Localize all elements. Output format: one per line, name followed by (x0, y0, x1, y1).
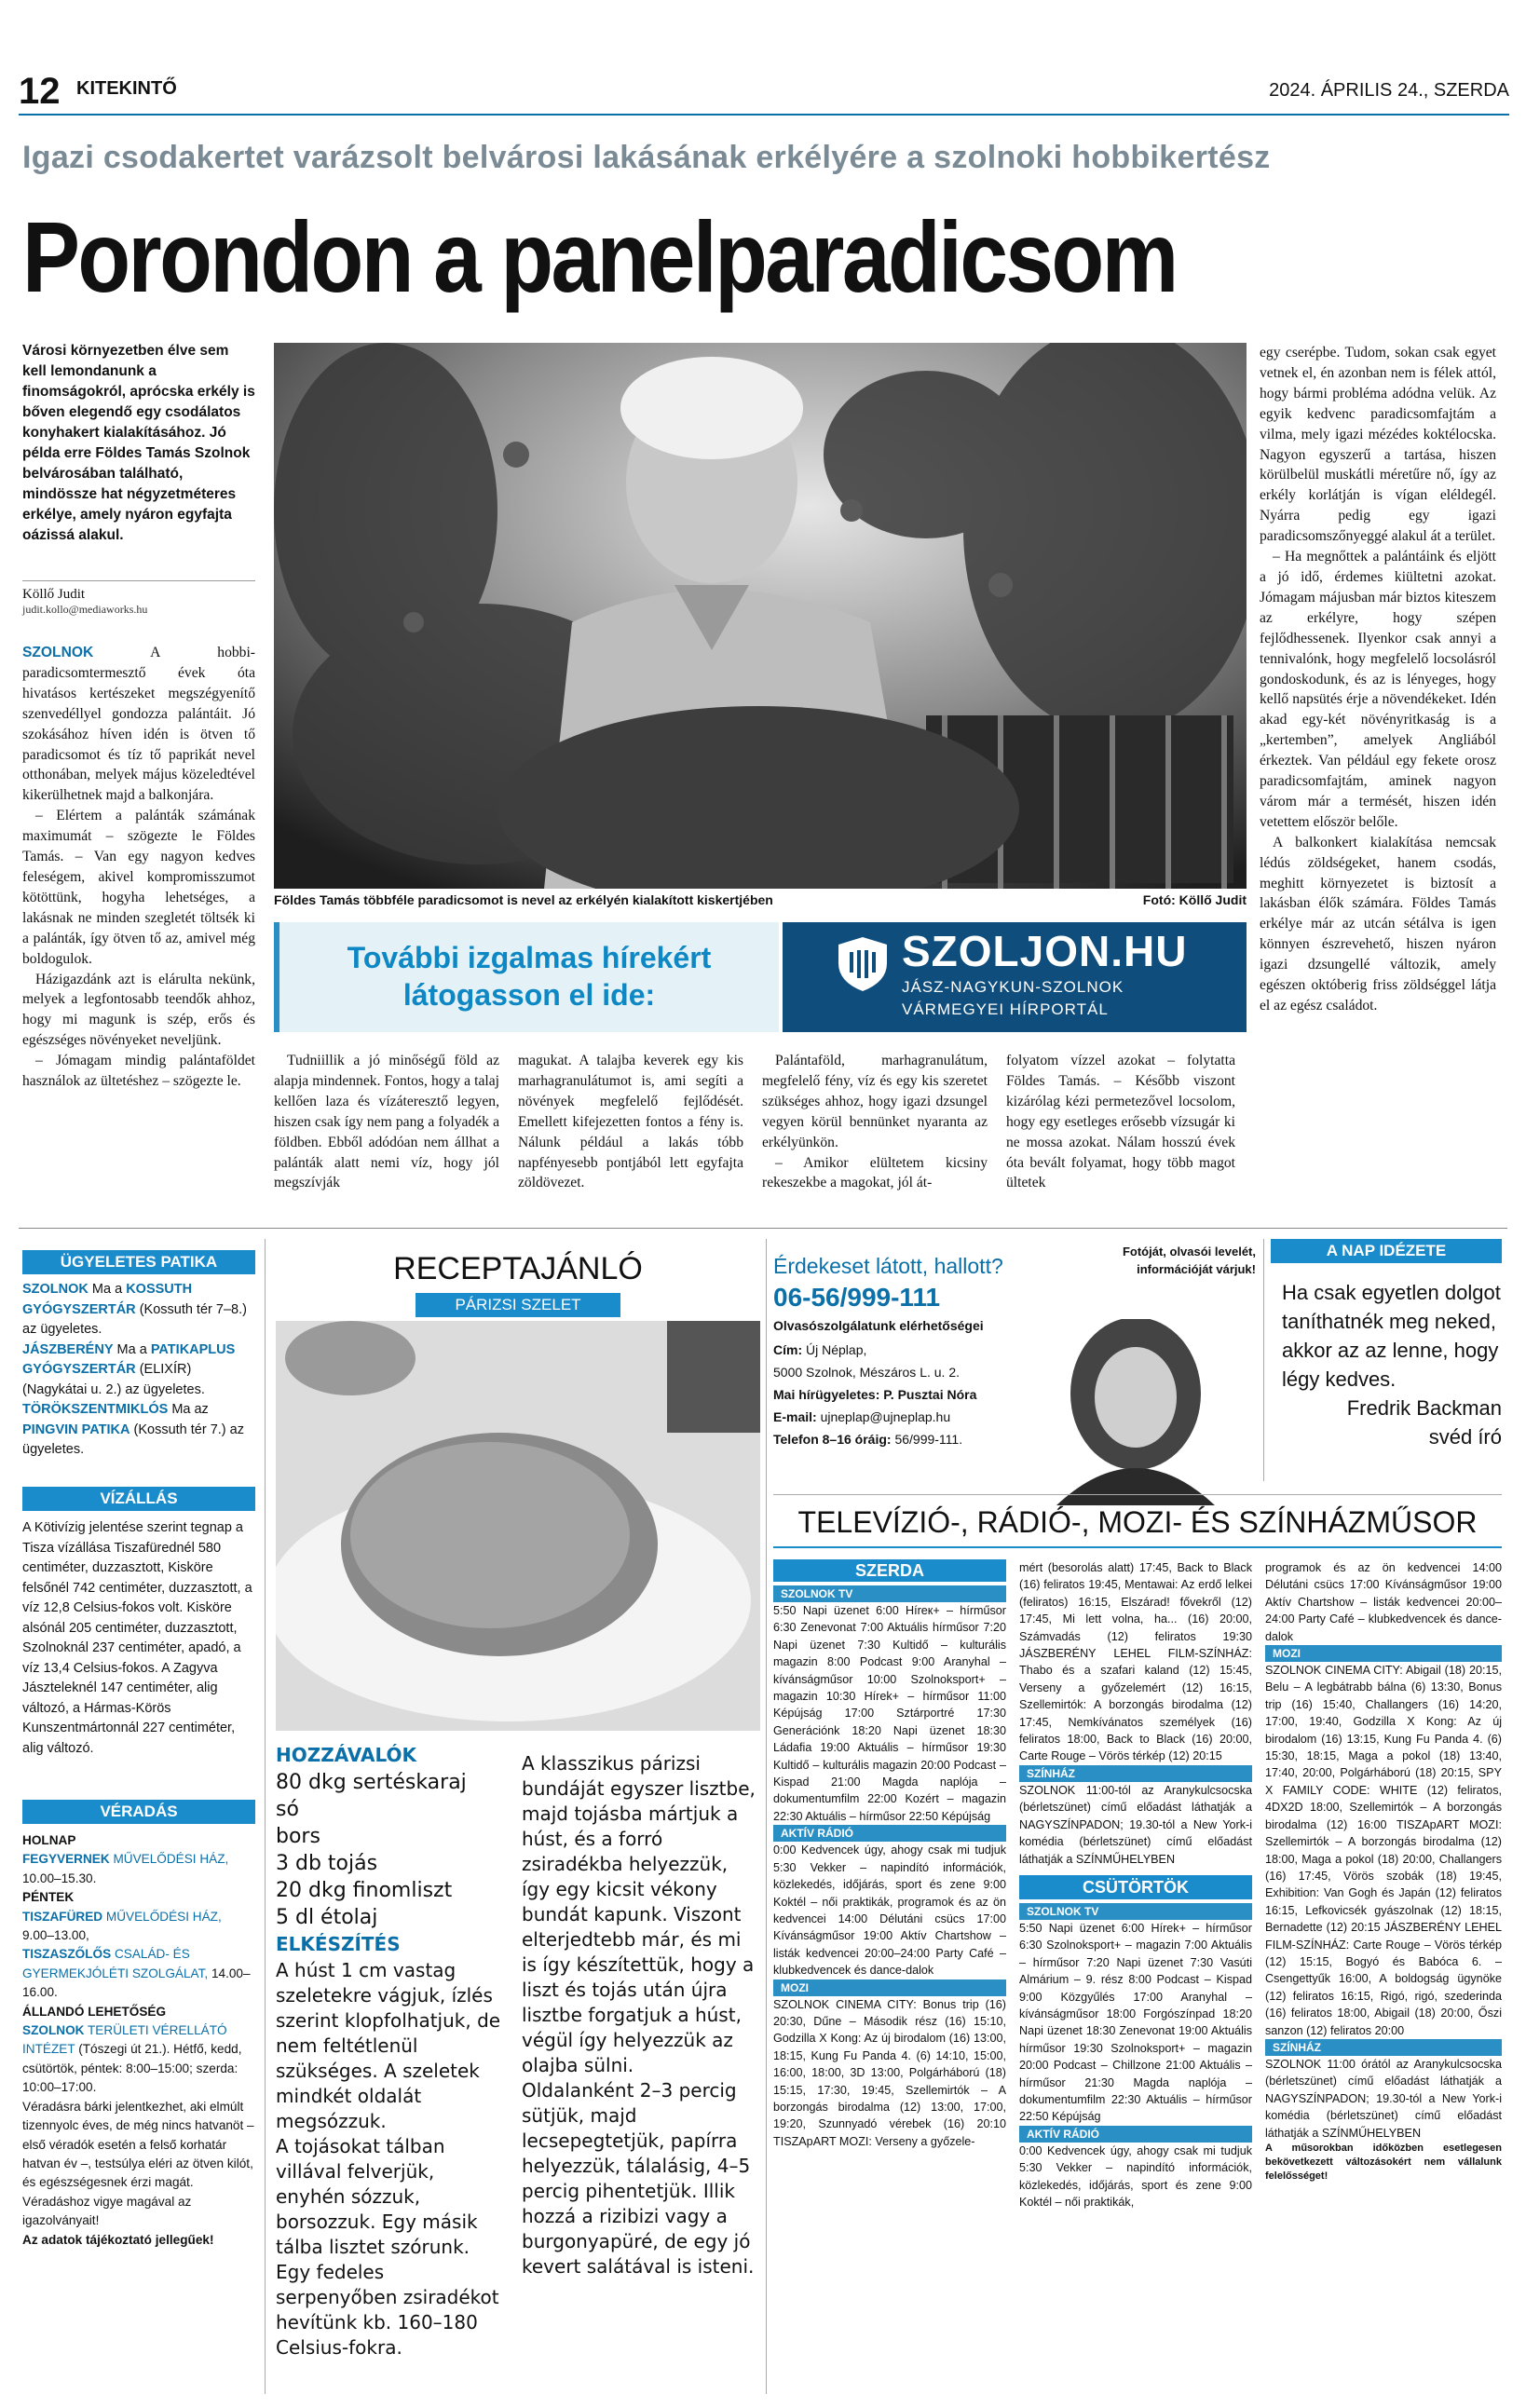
blood-day: HOLNAP (22, 1833, 76, 1847)
article-photo (274, 343, 1247, 889)
ingredient: bors (276, 1825, 320, 1848)
tv-column-3 (1265, 1559, 1502, 2184)
method-step: Egy fedeles serpenyőben zsiradékot hevítünk kb. 160–180 Celsius-fokra. (276, 2261, 499, 2359)
method-step: A tojásokat tálban villával felverjük, enyhén sózzuk, borsozzuk. Egy másik tálba lisztet szórunk. (276, 2135, 478, 2258)
recipe-title: RECEPTAJÁNLÓ (393, 1251, 643, 1286)
tv-sub-header: SZOLNOK TV (773, 1585, 1006, 1602)
szoljon-logo[interactable] (783, 922, 1247, 1032)
tv-listing: mért (besorolás alatt) 17:45, Back to Black (16) feliratos 19:45, Mentawai: Az erdő lelkei (feliratos) 16:15, Elszárad! fővekről (12) 17:45, Mi lett volna, ha... (16) 20:00, Számvadás (12) feliratos 19:30 JÁSZBERÉNY LEHEL FILM-SZÍNHÁZ: Thabo és a szafari kaland (12) 15:45, Verseny a győzelemért (12) 16:15, Szellemirtók: A borzongás birodalma (12) 17:45, Nemkívánatos személyek (16) feliratos 18:00, Back to Black (16) 20:00, Carte Rouge – Vörös térkép (12) 20:15 (1019, 1561, 1252, 1763)
ingredient: 5 dl étolaj (276, 1906, 378, 1929)
blood-item: TISZASZŐLŐS CSALÁD- ÉS GYERMEKJÓLÉTI SZOLGÁLAT, 14.00–16.00. (22, 1947, 251, 2000)
tv-sub-header: SZÍNHÁZ (1265, 2039, 1502, 2056)
recipe-box (276, 1248, 760, 1317)
blood-title: VÉRADÁS (22, 1800, 255, 1824)
paragraph: – Ha megnőttek a palántáink és eljött a jó idő, érdemes kiültetni azokat. Jómagam májusban már biztos kiteszem az erkélyre, hogy szépen fejlődhessenek. Ilyenkor csak annyi a tennivalónk, hogy megfelelő locsolásról gondoskodunk, és az is lényeges, hogy kellő napsütés érje a növendékeket. Idén akad egy-két növényritkaság is a „kertemben”, amelyek Angliából érkeztek. Van például egy fekete orosz paradicsomfajtám, aminek nagyon várom már a termését, hiszen idén vetettem először belőle. (1260, 549, 1496, 830)
pharmacy-title: ÜGYELETES PATIKA (22, 1250, 255, 1274)
tv-sub-header: AKTÍV RÁDIÓ (773, 1825, 1006, 1842)
paragraph: – Elértem a palánták számának maximumát – szögezte le Földes Tamás. – Van egy nagyon kedves feleségem, akivel kompromisszumot kötöttünk, hogyha lehetséges, a lakásnak ne minden szegletét töltsék ki a palánták, így ötven tő az, amivel még boldogulok. (22, 808, 255, 967)
contact-box (773, 1245, 1258, 1487)
contact-email[interactable]: E-mail: ujneplap@ujneplap.hu (773, 1409, 951, 1424)
food-illustration (276, 1321, 760, 1731)
article-column-5 (1006, 1051, 1235, 1193)
blood-footer: Az adatok tájékoztató jellegűek! (22, 2232, 214, 2247)
tv-footnote: A műsorokban időközben esetlegesen bekövetkezett változásokért nem vállalunk felelősséget! (1265, 2143, 1502, 2182)
contact-address-2: 5000 Szolnok, Mészáros L. u. 2. (773, 1365, 960, 1380)
paragraph: A hobbi-paradicsomtermesztő évek óta hivatásos kertészeket megszégyenítő szenvedéllyel gondozza palántáit. Jó szokásához híven idén is ötven tő paradicsomot és tíz tő paprikát nevel otthonában, melyek május közeledtével kikerülhetnek majd a balkonjára. (22, 645, 255, 804)
tv-sub-header: MOZI (773, 1979, 1006, 1996)
tv-listing: 5:50 Napi üzenet 6:00 Híreк+ – hírműsor 6:30 Zenevonat 7:00 Aktuális hírműsor 7:20 Napi üzenet 7:30 Kultidő – kulturális magazin 8:00 Podcast 9:00 Aranyhal – kívánságműsor 10:00 Szolnoksport+ – magazin 10:30 Hírek+ – hírműsor 11:00 Képújság 17:00 Sztárportré 17:30 Generációnk 18:20 Napi üzenet 18:30 Ládafia 19:00 Aktuális – hírműsor 19:30 Kultidő – kulturális magazin 20:00 Podcast – Kispad 21:00 Magda naplója – dokumentumfilm 22:00 Kozért – magazin 22:30 Aktuális – hírműsor 22:50 Képújság (773, 1604, 1006, 1823)
quote-text: Ha csak egyetlen dolgot taníthatnék meg neked, akkor az az lenne, hogy légy kedves. (1282, 1281, 1501, 1391)
paragraph: egy cserépbe. Tudom, sokan csak egyet vetnek el, én azonban nem is félek attól, hogy bármi probléma adódna velük. Az egyik kedvenc paradicsomfajtám a vilma, mely igazi mézédes koktélocska. Nagyon egyszerű a tartása, hiszen körülbelül muskátli méretűre nő, így az erkély korlátján is vígan eléldegél. Nyárra pedig egy igazi paradicsomszőnyeggé alakul át a terület. (1260, 345, 1496, 545)
paragraph: Tudniillik a jó minőségű föld az alapja mindennek. Fontos, hogy a talaj kellően laza és vízáteresztő legyen, hiszen csak így nem pang a folyadék a földben. Ebből adódóan nem állhat a palánták alatt nemi víz, hogy jól megszívják (274, 1053, 499, 1191)
dateline: SZOLNOK (22, 645, 94, 660)
page-number: 12 (19, 71, 61, 112)
quote-box (1271, 1239, 1502, 1451)
blood-item: SZOLNOK TERÜLETI VÉRELLÁTÓ INTÉZET (Tószegi út 21.). Hétfő, kedd, csütörtök, péntek: 8:00–15:00; szerda: 10:00–17:00. (22, 2023, 242, 2095)
method-step: A húst 1 cm vastag szeletekre vágjuk, ízlés szerint klopfolhatjuk, de nem feltétlenül szükséges. A szeletek mindkét oldalát megsózzuk. (276, 1959, 501, 2132)
water-title: VÍZÁLLÁS (22, 1487, 255, 1511)
section-name: KITEKINTŐ (76, 78, 177, 99)
tv-listing: SZOLNOK CINEMA CITY: Bonus trip (16) 20:30, Dűne – Második rész (16) 15:10, Godzilla X Kong: Az új birodalom (16) 13:00, 18:15, Kung Fu Panda 4. (6) 14:10, 15:00, 16:00, 18:00, 3D 13:00, Polgárháború (18) 15:15, 17:30, 19:45, Szellemirtók – A borzongás birodalma (12) 13:00, 17:00, 19:20, Szunnyadó vérebek (16) 20:10 TISZApART MOZI: Verseny a győzele- (773, 1997, 1006, 2148)
article-column-6 (1260, 343, 1496, 1016)
method-title: ELKÉSZÍTÉS (276, 1933, 401, 1955)
paragraph: Palántaföld, marhagranulátum, megfelelő fény, víz és egy kis szeretet szükséges ahhoz, hogy igazi dzsungel vegyen körül bennünket nyaranta az erkélyünkön. (762, 1053, 988, 1150)
article-column-2 (274, 1051, 499, 1193)
paragraph: – Jómagam mindig palántaföldet használok az ültetéshez – szögezte le. (22, 1053, 255, 1090)
pharmacy-box (22, 1250, 255, 1461)
ingredients-title: HOZZÁVALÓK (276, 1744, 416, 1766)
blood-item: FEGYVERNEK MŰVELŐDÉSI HÁZ, 10.00–15.30. (22, 1852, 229, 1885)
pharmacy-item: TÖRÖKSZENTMIKLÓS Ma az PINGVIN PATIKA (Kossuth tér 7.) az ügyeletes. (22, 1402, 244, 1457)
contact-phone: 06-56/999-111 (773, 1283, 941, 1312)
article-column-3 (518, 1051, 743, 1193)
tv-listing: 5:50 Napi üzenet 6:00 Hírek+ – hírműsor 6:30 Szolnoksport+ – magazin 7:00 Aktuális – hírműsor 7:20 Napi üzenet 7:30 Vasúti Almárium – 9. rész 8:00 Podcast – Kispad 9:00 Közgyűlés 17:00 Aranyhal – kívánságműsor 18:00 Forgószínpad 18:20 Napi üzenet 18:30 Zenevonat 19:00 Aktuális hírműsor 19:30 Szolnoksport+ – magazin 20:00 Podcast – Chillzone 21:00 Aktuális – hírműsor 21:30 Magda naplója – dokumentumfilm 22:30 Aktuális – hírműsor 22:50 Képújság (1019, 1921, 1252, 2124)
promo-line-2: látogasson el ide: (402, 978, 656, 1012)
divider (265, 1239, 266, 2394)
contact-service: Olvasószolgálatunk elérhetőségei (773, 1318, 984, 1333)
author-name: Köllő Judit (22, 587, 86, 602)
divider (766, 1239, 767, 2394)
tv-listing: SZOLNOK 11:00-tól az Aranykulcsocska (bérletszünet) című előadást láthatják a NAGYSZÍNPADON; 19.30-tól a New York-i komédia (bérletszünet) című előadást láthatják a SZÍNMŰHELYBEN (1019, 1783, 1252, 1866)
paragraph: A balkonkert kialakítása nemcsak lédús zöldségeket, hanem csodás, meghitt környezetet is biztosít a lakásban élők számára. Földes Tamás erkélye már az utcán sétálva is igen könnyen észrevehető, hiszen nyáron igazi dzsungellé változik, amely egészen októberig friss zöldséggel látja el az egész családot. (1260, 834, 1496, 1014)
paragraph: – Amikor elültetem kicsiny rekeszekbe a magokat, jól át- (762, 1154, 988, 1191)
blood-box (22, 1800, 255, 2250)
tv-title: TELEVÍZIÓ-, RÁDIÓ-, MOZI- ÉS SZÍNHÁZMŰSOR (773, 1494, 1502, 1548)
brand-sub-2: VÁRMEGYEI HÍRPORTÁL (902, 1000, 1109, 1018)
tv-sub-header: MOZI (1265, 1645, 1502, 1662)
contact-editor: Mai hírügyeletes: P. Pusztai Nóra (773, 1387, 977, 1402)
brand-name: SZOLJON.HU (902, 927, 1188, 975)
editor-portrait (1047, 1319, 1224, 1505)
contact-address: Cím: Új Néplap, (773, 1342, 867, 1357)
method-step: A klasszikus párizsi bundáját egyszer lisztbe, majd tojásba mártjuk a húst, és a forró zsiradékba helyezzük, így egy kicsit vékony bundát kapunk. Viszont elterjedtebb már, és mi is így készítettük, hogy a liszt és tojás után újra lisztbe forgatjuk a húst, végül így helyezzük az olajba sülni. (522, 1752, 756, 2076)
ingredient: 20 dkg finomliszt (276, 1879, 453, 1902)
photo-credit: Fotó: Köllő Judit (1142, 892, 1247, 907)
blood-day: PÉNTEK (22, 1890, 75, 1905)
article-kicker: Igazi csodakertet varázsolt belvárosi lakásának erkélyére a szolnoki hobbikertész (22, 140, 1271, 175)
recipe-ingredients (276, 1742, 509, 2360)
recipe-photo (276, 1321, 760, 1731)
photo-illustration (274, 343, 1247, 889)
tv-sub-header: AKTÍV RÁDIÓ (1019, 2126, 1252, 2143)
divider (1263, 1239, 1264, 1481)
ingredient: só (276, 1798, 299, 1821)
tv-listing: programok és az ön kedvencei 14:00 Délutáni csücs 17:00 Kívánságműsor 19:00 Aktív Chartshow – listák kedvencei 20:00–24:00 Party Café – klubkedvencek és dance-dalok (1265, 1561, 1502, 1643)
contact-title: Érdekeset látott, hallott? (773, 1254, 1003, 1278)
quote-title: A NAP IDÉZETE (1271, 1239, 1502, 1263)
page-header (19, 69, 1509, 116)
divider (19, 1228, 1507, 1229)
tv-column-2 (1019, 1559, 1252, 2211)
contact-note: Fotóját, olvasói levelét, információját várjuk! (1122, 1245, 1256, 1276)
brand-sub-1: JÁSZ-NAGYKUN-SZOLNOK (902, 978, 1124, 996)
water-box (22, 1487, 255, 1759)
byline (22, 580, 255, 617)
shield-icon (837, 935, 889, 993)
article-column-4 (762, 1051, 988, 1193)
ingredient: 80 dkg sertéskaraj (276, 1771, 467, 1794)
quote-author: Fredrik Backman (1346, 1396, 1502, 1420)
blood-note: Véradásra bárki jelentkezhet, aki elmúlt tizennyolc éves, de még nincs hatvanöt – első véradók esetén a felső korhatár hatvan év –, testsúlya eléri az ötven kilót, és egészségesnek érzi magát. Véradáshoz vigye magával az igazolványait! (22, 2099, 254, 2228)
promo-banner[interactable] (274, 922, 1247, 1032)
tv-sub-header: SZOLNOK TV (1019, 1903, 1252, 1920)
paragraph: folyatom vízzel azokat – folytatta Földes Tamás. – Később viszont kizárólag kézi permetezővel locsolom, hogy egy esetleges erősebb vízsugár ki ne mossa azokat. Nálam hosszú évek óta bevált folyamat, hogy több magot ültetek (1006, 1053, 1235, 1191)
paragraph: Házigazdánk azt is elárulta nekünk, melyek a legfontosabb teendők ahhoz, hogy mi magunk is szép, erős és egészséges növényeket neveljünk. (22, 971, 255, 1049)
tv-listing: 0:00 Kedvencek úgy, ahogy csak mi tudjuk 5:30 Vekker – napindító információk, közlekedés, időjárás, sport és zene 9:00 Koktél – női praktikák, (1019, 2143, 1252, 2209)
author-email: judit.kollo@mediaworks.hu (22, 603, 148, 616)
pharmacy-item: JÁSZBERÉNY Ma a PATIKAPLUS GYÓGYSZERTÁR (ELIXÍR) (Nagykátai u. 2.) az ügyeletes. (22, 1341, 236, 1397)
tv-column-1 (773, 1559, 1006, 2150)
tv-listing: SZOLNOK CINEMA CITY: Abigail (18) 20:15, Belu – A legbátrabb bálna (6) 13:30, Bonus trip (16) 15:40, Challangers (16) 14:20, 17:00, 19:40, Godzilla X Kong: Az új birodalom (16) 13:15, Kung Fu Panda 4. (6) 15:30, 18:15, Maga a pokol (18) 13:40, 17:40, 20:00, Polgárháború (18) 20:15, SPY X FAMILY CODE: WHITE (12) feliratos, 4DX2D 18:00, Szellemirtók – A borzongás birodalma (12) 16:00 TISZApART MOZI: Szellemirtók – A borzongás birodalma (12) 18:00, Maga a pokol (18) 20:00, Challangers (16) 17:45, Vörös szobák (18) 19:45, Exhibition: Van Gogh és Japán (12) feliratos 16:15, Lefkovicsék gyászolnak (12) 18:15, Bernadette (12) 20:15 JÁSZBERÉNY LEHEL FILM-SZÍNHÁZ: Carte Rouge – Vörös térkép (12) 15:15, Bogyó és Babóca 6. – Csengettyűk 16:00, A boldogság ügynöke (12) feliratos 16:15, Rigó, rigó, szederinda (16) feliratos 18:00, Abigail (18) 20:00, Őszi sanzon (12) feliratos 20:00 (1265, 1664, 1502, 2037)
blood-item: TISZAFÜRED MŰVELŐDÉSI HÁZ, 9.00–13.00, (22, 1909, 222, 1943)
issue-date: 2024. ÁPRILIS 24., SZERDA (1269, 80, 1509, 101)
contact-phone-2: Telefon 8–16 óráig: 56/999-111. (773, 1432, 963, 1447)
promo-text (274, 922, 779, 1032)
ingredient: 3 db tojás (276, 1852, 378, 1875)
tv-listing: 0:00 Kedvencek úgy, ahogy csak mi tudjuk 5:30 Vekker – napindító információk, közlekedés, időjárás, sport és zene 9:00 Koktél – női praktikák, programok és az ön kedvencei 14:00 Délutáni csücs 17:00 Kívánságműsor 19:00 Aktív Chartshow – listák kedvencei 20:00–24:00 Party Café – klubkedvencek és dance-dalok (773, 1843, 1006, 1978)
tv-day-wednesday: SZERDA (773, 1559, 1006, 1582)
article-column-1 (22, 643, 255, 1092)
article-lead: Városi környezetben élve sem kell lemondanunk a finomságokról, aprócska erkély is bőven elegendő egy csodálatos konyhakert kialakításához. Jó példa erre Földes Tamás Szolnok belvárosában található, mindössze hat négyzetméteres erkélye, amely nyáron egyfajta oázissá alakul. (22, 343, 255, 543)
pharmacy-item: SZOLNOK Ma a KOSSUTH GYÓGYSZERTÁR (Kossuth tér 7–8.) az ügyeletes. (22, 1282, 247, 1337)
tv-listing: SZOLNOK 11:00 órától az Aranykulcsocska (bérletszünet) című előadást láthatják a NAGYSZÍNPADON; 19.30-tól a New York-i komédia (bérletszünet) című előadást láthatják a SZÍNMŰHELYBEN (1265, 2057, 1502, 2140)
photo-caption: Földes Tamás többféle paradicsomot is nevel az erkélyén kialakított kiskertjében (274, 892, 773, 907)
photo-caption-row (274, 892, 1247, 907)
tv-sub-header: SZÍNHÁZ (1019, 1765, 1252, 1782)
article-headline: Porondon a panelparadicsom (22, 200, 1177, 313)
water-text: A Kötivízig jelentése szerint tegnap a Tisza vízállása Tiszafürednél 580 centiméter, duzzasztott, Kisköre felsőnél 742 centiméter, duzzasztott, a víz 12,8 Celsius-fokos volt. Kisköre alsónál 205 centiméter, duzzasztott, Szolnoknál 237 centiméter, apadó, a víz 13,4 Celsius-fokos. A Zagyva Jászteleknél 147 centiméter, alig változó, a Hármas-Körös Kunszentmártonnál 227 centiméter, alig változó. (22, 1520, 252, 1756)
method-step: Oldalanként 2–3 percig sütjük, majd lecsepegtetjük, papírra helyezzük, tálalásig, 4–5 percig pihentetjük. Illik hozzá a rizibizi vagy a burgonyapüré, de egy jó kevert salátával is isteni. (522, 2079, 755, 2278)
quote-author-role: svéd író (1428, 1425, 1502, 1449)
tv-day-thursday: CSÜTÖRTÖK (1019, 1875, 1252, 1899)
blood-day: ÁLLANDÓ LEHETŐSÉG (22, 2004, 167, 2019)
paragraph: magukat. A talajba keverek egy kis marhagranulátumot is, ami segíti a növények megfelelő fejlődését. Emellett kifejezetten fontos a fény is. Nálunk például a lakás tóbb napfényesebb pontjából lett egyfajta zöldövezet. (518, 1053, 743, 1191)
promo-line-1: További izgalmas hírekért (347, 941, 712, 974)
recipe-subtitle: PÁRIZSI SZELET (416, 1293, 620, 1317)
recipe-method-cont (522, 1751, 758, 2279)
